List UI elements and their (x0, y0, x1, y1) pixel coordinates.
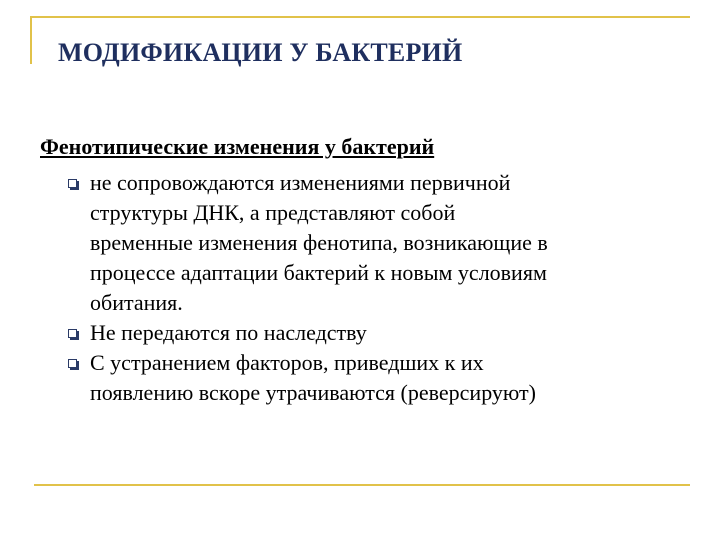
bullet-line: не сопровождаются изменениями первичной (90, 170, 511, 195)
bullet-item-1 (68, 168, 688, 318)
bullet-item-3 (68, 348, 688, 408)
top-decorative-rule (30, 16, 690, 18)
bullet-list (68, 168, 688, 408)
section-heading: Фенотипические изменения у бактерий (40, 134, 435, 159)
bullet-line: обитания. (90, 290, 183, 315)
bullet-line: временные изменения фенотипа, возникающие в (90, 230, 548, 255)
bullet-line: процессе адаптации бактерий к новым условиям (90, 260, 547, 285)
square-bullet-icon (68, 359, 77, 368)
bottom-decorative-rule (34, 484, 690, 486)
bullet-item-2 (68, 318, 688, 348)
left-decorative-rule (30, 16, 32, 64)
bullet-line: Не передаются по наследству (90, 320, 367, 345)
bullet-line: появлению вскоре утрачиваются (реверсируют) (90, 380, 536, 405)
bullet-line: структуры ДНК, а представляют собой (90, 200, 456, 225)
square-bullet-icon (68, 329, 77, 338)
bullet-line: С устранением факторов, приведших к их (90, 350, 484, 375)
slide-title: МОДИФИКАЦИИ У БАКТЕРИЙ (58, 38, 463, 67)
square-bullet-icon (68, 179, 77, 188)
